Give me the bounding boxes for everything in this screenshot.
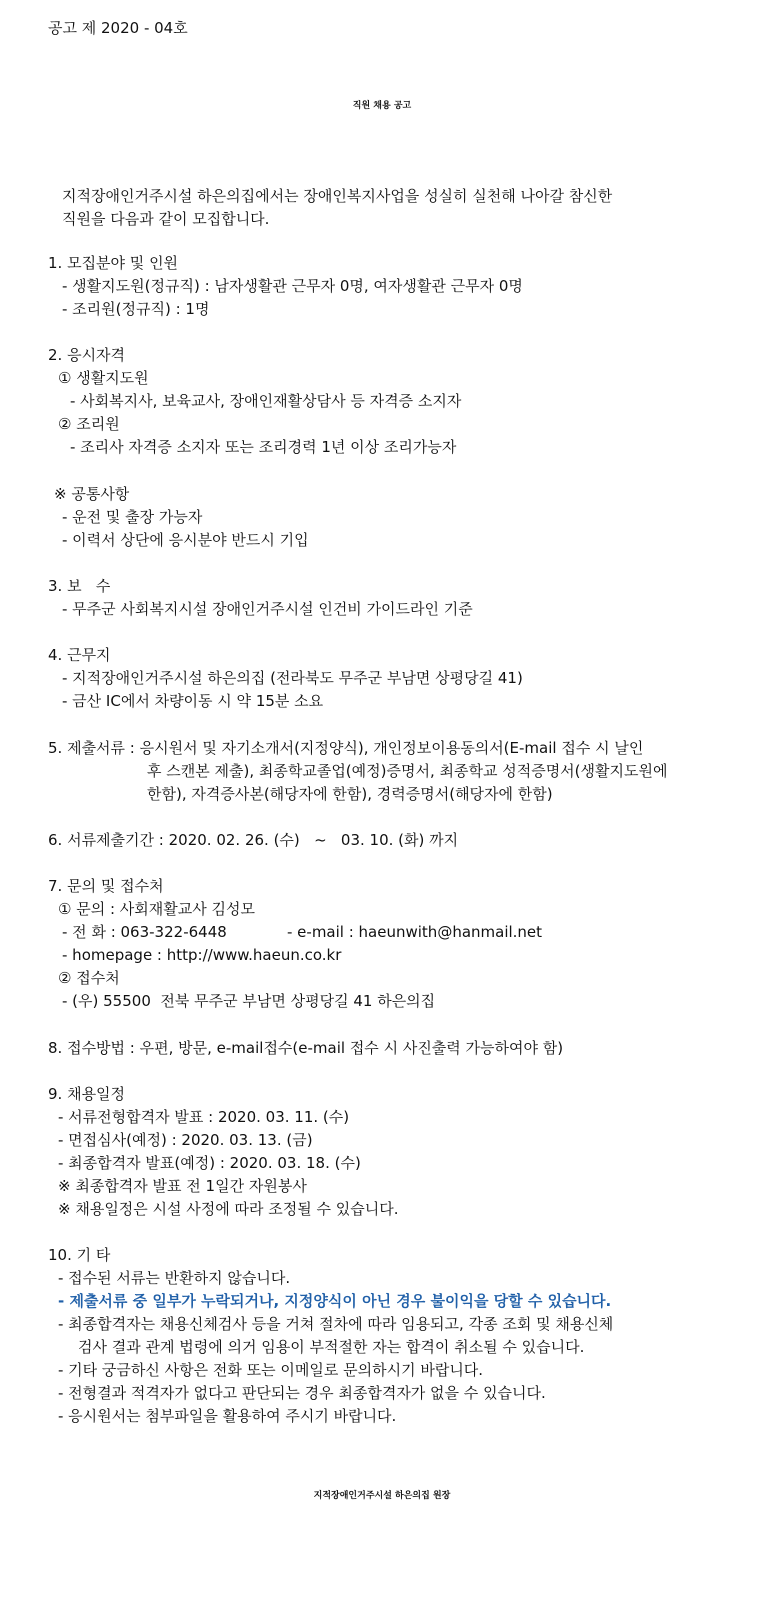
- schedule-note: ※ 최종합격자 발표 전 1일간 자원봉사: [58, 1177, 307, 1195]
- section-1-item: - 생활지도원(정규직) : 남자생활관 근무자 0명, 여자생활관 근무자 0명: [62, 277, 523, 295]
- section-6-line: 6. 서류제출기간 : 2020. 02. 26. (수) ~ 03. 10. (화) 까지: [48, 831, 459, 849]
- page-title: 직원 채용 공고: [352, 101, 412, 111]
- section-4-item: - 금산 IC에서 차량이동 시 약 15분 소요: [62, 692, 324, 710]
- section-5-line-1: 5. 제출서류 : 응시원서 및 자기소개서(지정양식), 개인정보이용동의서(E-mail 접수 시 날인: [48, 739, 644, 757]
- section-3-heading: 3. 보 수: [48, 577, 111, 595]
- misc-item-highlighted: - 제출서류 중 일부가 누락되거나, 지정양식이 아닌 경우 불이익을 당할 수 있습니다.: [58, 1292, 612, 1310]
- misc-item: - 기타 궁금하신 사항은 전화 또는 이메일로 문의하시기 바랍니다.: [58, 1361, 484, 1379]
- section-2-heading: 2. 응시자격: [48, 346, 126, 364]
- section-4-heading: 4. 근무지: [48, 646, 111, 664]
- section-4-item: - 지적장애인거주시설 하은의집 (전라북도 무주군 부남면 상평당길 41): [62, 669, 523, 687]
- misc-item: - 응시원서는 첨부파일을 활용하여 주시기 바랍니다.: [58, 1407, 397, 1425]
- section-2-sub1-title: ① 생활지도원: [58, 369, 149, 387]
- common-requirements-title: ※ 공통사항: [54, 485, 130, 503]
- contact-email[interactable]: - e-mail : haeunwith@hanmail.net: [287, 923, 543, 941]
- section-2-sub2-title: ② 조리원: [58, 415, 120, 433]
- schedule-note: ※ 채용일정은 시설 사정에 따라 조정될 수 있습니다.: [58, 1200, 399, 1218]
- section-3-item: - 무주군 사회복지시설 장애인거주시설 인건비 가이드라인 기준: [62, 600, 473, 618]
- misc-item: - 전형결과 적격자가 없다고 판단되는 경우 최종합격자가 없을 수 있습니다.: [58, 1384, 546, 1402]
- common-requirement-item: - 운전 및 출장 가능자: [62, 508, 203, 526]
- misc-item-continued: 검사 결과 관계 법령에 의거 임용이 부적절한 자는 합격이 취소될 수 있습니다.: [78, 1338, 585, 1356]
- schedule-item: - 서류전형합격자 발표 : 2020. 03. 11. (수): [58, 1108, 350, 1126]
- section-2-sub2-item: - 조리사 자격증 소지자 또는 조리경력 1년 이상 조리가능자: [70, 438, 457, 456]
- section-7-heading: 7. 문의 및 접수처: [48, 877, 164, 895]
- section-7-sub2-title: ② 접수처: [58, 969, 120, 987]
- schedule-item: - 면접심사(예정) : 2020. 03. 13. (금): [58, 1131, 313, 1149]
- misc-item: - 최종합격자는 채용신체검사 등을 거쳐 절차에 따라 임용되고, 각종 조회 및 채용신체: [58, 1315, 614, 1333]
- section-8-line: 8. 접수방법 : 우편, 방문, e-mail접수(e-mail 접수 시 사진출력 가능하여야 함): [48, 1039, 564, 1057]
- contact-homepage[interactable]: - homepage : http://www.haeun.co.kr: [62, 946, 342, 964]
- section-10-heading: 10. 기 타: [48, 1246, 111, 1264]
- schedule-item: - 최종합격자 발표(예정) : 2020. 03. 18. (수): [58, 1154, 361, 1172]
- misc-item: - 접수된 서류는 반환하지 않습니다.: [58, 1269, 291, 1287]
- section-7-sub1-title: ① 문의 : 사회재활교사 김성모: [58, 900, 255, 918]
- section-5-line-2: 후 스캔본 제출), 최종학교졸업(예정)증명서, 최종학교 성적증명서(생활지도원에: [147, 762, 668, 780]
- common-requirement-item: - 이력서 상단에 응시분야 반드시 기입: [62, 531, 309, 549]
- receipt-address: - (우) 55500 전북 무주군 부남면 상평당길 41 하은의집: [62, 992, 436, 1010]
- signature-footer: 지적장애인거주시설 하은의집 원장: [313, 1491, 451, 1501]
- section-1-heading: 1. 모집분야 및 인원: [48, 254, 179, 272]
- section-1-item: - 조리원(정규직) : 1명: [62, 300, 210, 318]
- section-9-heading: 9. 채용일정: [48, 1085, 126, 1103]
- intro-line-2: 직원을 다음과 같이 모집합니다.: [62, 210, 270, 228]
- section-5-line-3: 한함), 자격증사본(해당자에 한함), 경력증명서(해당자에 한함): [147, 785, 553, 803]
- intro-line-1: 지적장애인거주시설 하은의집에서는 장애인복지사업을 성실히 실천해 나아갈 참신한: [62, 187, 613, 205]
- announcement-number: 공고 제 2020 - 04호: [48, 19, 188, 37]
- section-2-sub1-item: - 사회복지사, 보육교사, 장애인재활상담사 등 자격증 소지자: [70, 392, 462, 410]
- contact-phone: - 전 화 : 063-322-6448: [62, 923, 227, 941]
